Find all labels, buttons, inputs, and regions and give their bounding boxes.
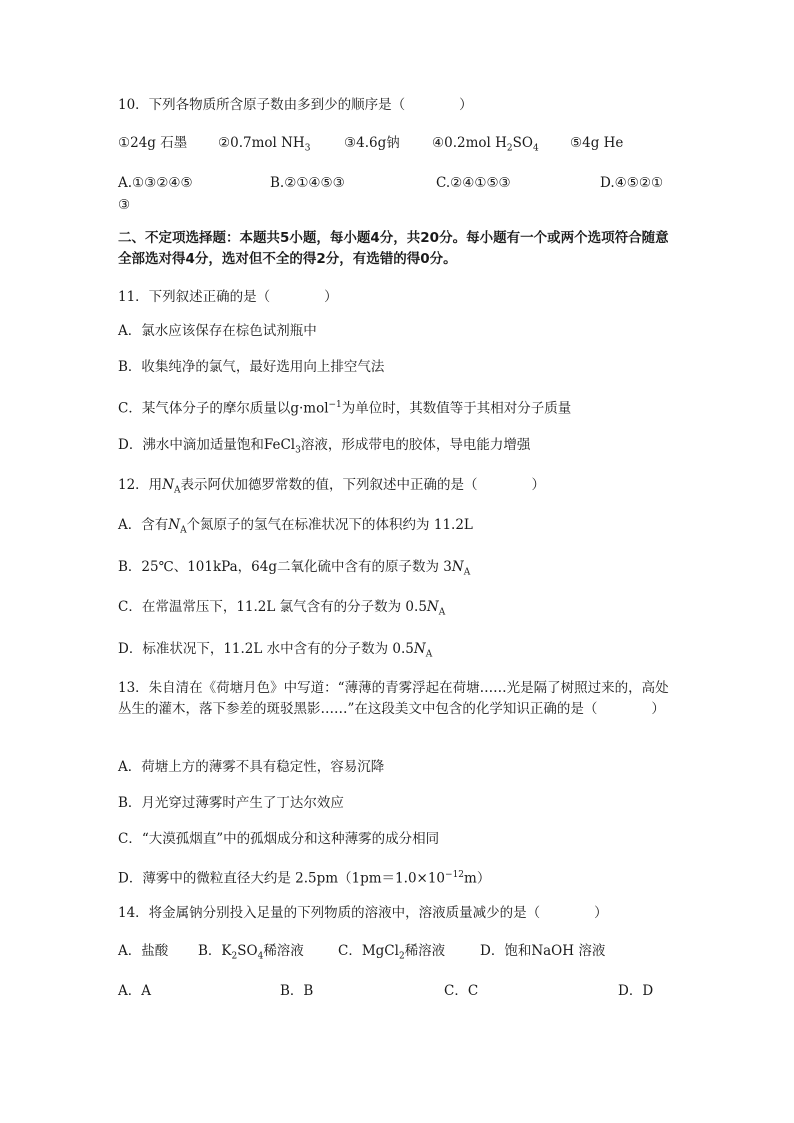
q10-stem: 10．下列各物质所含原子数由多到少的顺序是（ ） — [118, 97, 473, 113]
q10-option-d: D.④⑤②① — [600, 175, 664, 191]
q12-option-d: D．标准状况下，11.2L 水中含有的分子数为 $0.5N_A$ — [118, 641, 433, 660]
q11-option-c: C．某气体分子的摩尔质量以g·mol$^{-1}$为单位时，其数值等于其相对分子质量 — [118, 400, 572, 417]
q14-stem: 14．将金属钠分别投入足量的下列物质的溶液中，溶液质量减少的是（ ） — [118, 905, 608, 921]
q11-stem: 11．下列叙述正确的是（ ） — [118, 289, 338, 305]
q10-option-b: B.②①④⑤③ — [270, 175, 345, 191]
q11-option-a: A．氯水应该保存在棕色试剂瓶中 — [118, 323, 317, 339]
q14-answer-b: B．B — [280, 983, 314, 999]
q12-option-b: B．25℃、101kPa，64g二氧化硫中含有的原子数为 $3N_A$ — [118, 559, 471, 578]
q14-answer-c: C．C — [444, 983, 479, 999]
q12-stem: 12．用$N_A$表示阿伏加德罗常数的值，下列叙述中正确的是（ ） — [118, 477, 545, 496]
q12-option-a: A．含有$N_A$个氮原子的氢气在标准状况下的体积约为 11.2L — [118, 517, 473, 536]
q10-item-4: ④0.2mol $H_2SO_4$ — [432, 135, 539, 154]
q14-option-a: A．盐酸 — [118, 943, 169, 959]
q14-answer-d: D．D — [618, 983, 654, 999]
q13-option-a: A．荷塘上方的薄雾不具有稳定性，容易沉降 — [118, 759, 385, 775]
q10-item-2: ②0.7mol $NH_3$ — [218, 135, 311, 154]
section-heading: 二、不定项选择题：本题共5小题，每小题4分，共20分。每小题有一个或两个选项符合随意全部选对得4分，选对但不全的得2分，有选错的得0分。 — [118, 230, 669, 267]
q13-option-b: B．月光穿过薄雾时产生了丁达尔效应 — [118, 795, 344, 811]
q12-option-c: C．在常温常压下，11.2L 氯气含有的分子数为 $0.5N_A$ — [118, 599, 446, 618]
q13-option-c: C．“大漠孤烟直”中的孤烟成分和这种薄雾的成分相同 — [118, 831, 440, 847]
q14-option-c: C．MgCl$_2$稀溶液 — [338, 943, 446, 962]
q14-option-d: D．饱和NaOH 溶液 — [480, 943, 606, 959]
q10-option-d-wrap: ③ — [118, 197, 131, 213]
q13-stem: 13．朱自清在《荷塘月色》中写道：“薄薄的青雾浮起在荷塘……光是隔了树照过来的，高处丛生的灌木，落下参差的斑驳黑影……”在这段美文中包含的化学知识正确的是（ ） — [118, 680, 669, 717]
q13-option-d: D．薄雾中的微粒直径大约是 $2.5pm(1pm=1.0\times 10^{-12}m)$ — [118, 870, 491, 887]
q11-option-b: B．收集纯净的氯气，最好选用向上排空气法 — [118, 359, 385, 375]
q10-option-c: C.②④①⑤③ — [436, 175, 511, 191]
q10-item-5: ⑤4g He — [570, 135, 624, 151]
q14-answer-a: A．A — [118, 983, 151, 999]
q10-item-1: ①24g 石墨 — [118, 135, 188, 151]
q14-option-b: B．$K_2SO_4$稀溶液 — [198, 943, 304, 962]
q10-option-a: A.①③②④⑤ — [118, 175, 193, 191]
q11-option-d: D．沸水中滴加适量饱和FeCl$_3$溶液，形成带电的胶体，导电能力增强 — [118, 437, 531, 456]
q10-item-3: ③4.6g钠 — [344, 135, 400, 151]
